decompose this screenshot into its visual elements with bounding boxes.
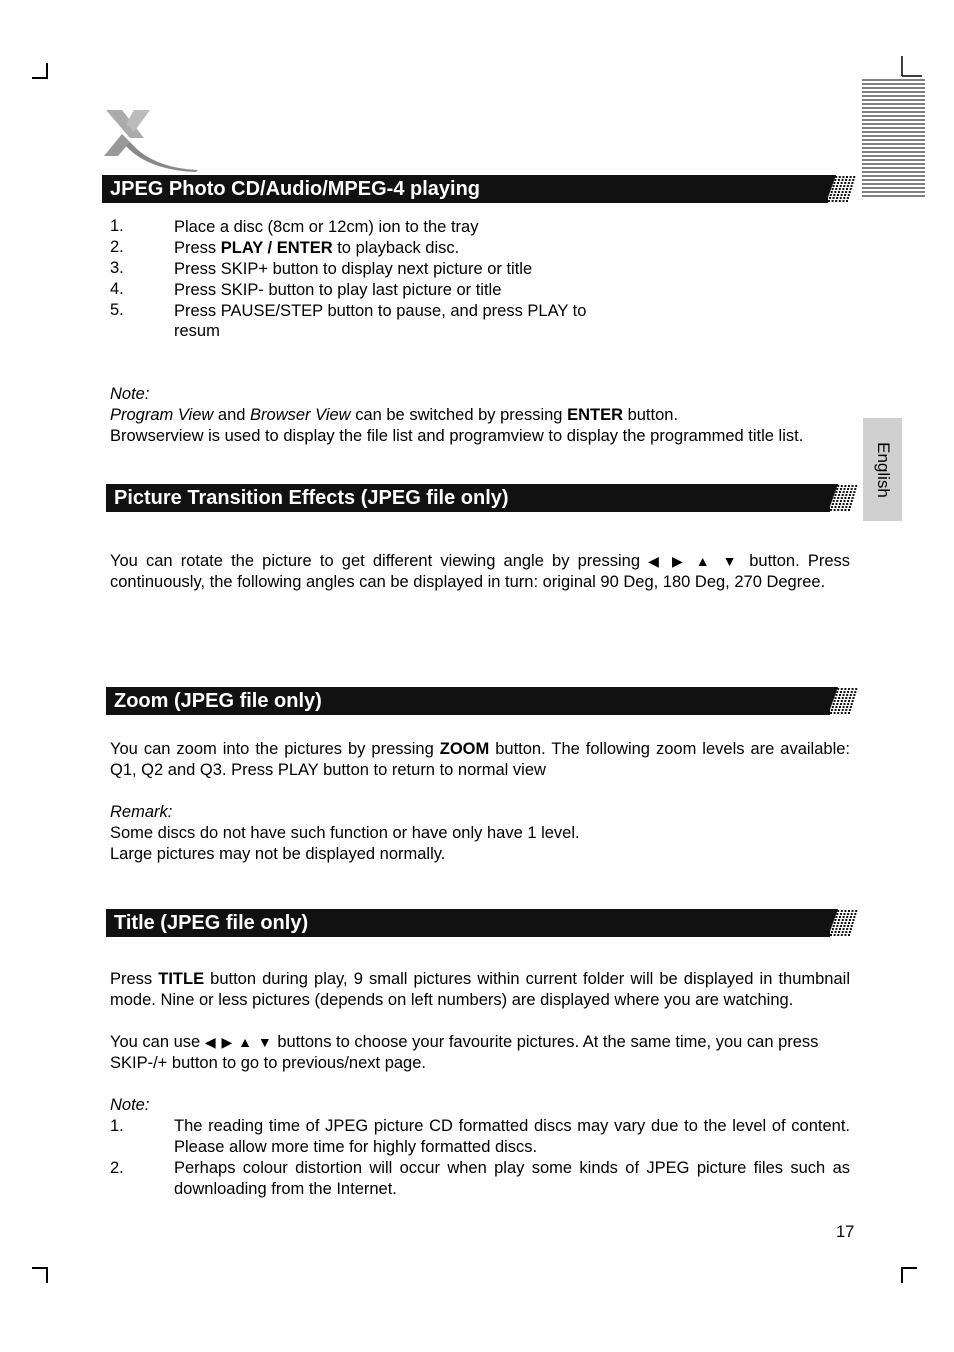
step-text: Press SKIP+ button to display next picture or title — [174, 260, 533, 278]
step-number: 4. — [110, 280, 124, 298]
arrow-keys-icon: ◀ ▶ ▲ ▼ — [648, 553, 742, 569]
step-text: Press SKIP- button to play last picture or title — [174, 281, 502, 299]
note-number: 2. — [110, 1159, 124, 1177]
section-heading-transition-effects — [106, 484, 830, 512]
step-number: 3. — [110, 259, 124, 277]
crop-mark-bottom-right — [901, 1267, 917, 1283]
step-number: 2. — [110, 238, 124, 256]
heading-hatch-decoration — [822, 175, 858, 203]
zoom-paragraph: You can zoom into the pictures by pressing ZOOM button. The following zoom levels are available: Q1, Q2 and Q3. Press PLAY button to return to normal view — [110, 740, 851, 779]
note-number: 1. — [110, 1117, 124, 1135]
step-text: Place a disc (8cm or 12cm) ion to the tray — [174, 218, 479, 236]
page-number: 17 — [836, 1223, 855, 1241]
header-stripes-graphic — [862, 56, 926, 200]
note-label: Note: — [110, 385, 150, 403]
note-browserview-text: Browserview is used to display the file list and programview to display the programmed title list. — [110, 427, 804, 445]
remark-label: Remark: — [110, 803, 173, 821]
note-text: The reading time of JPEG picture CD formatted discs may vary due to the level of content. Please allow more time for highly formatted discs. — [174, 1117, 850, 1156]
section-heading-title — [106, 909, 830, 937]
brand-logo — [100, 106, 200, 172]
title-paragraph: Press TITLE button during play, 9 small pictures within current folder will be displayed in thumbnail mode. Nine or less pictures (depends on left numbers) are displayed where you are watching. — [110, 970, 850, 1009]
arrow-keys-icon: ◀ ▶ ▲ ▼ — [204, 1034, 273, 1050]
remark-line: Some discs do not have such function or have only have 1 level. — [110, 824, 580, 842]
section-heading-text: JPEG Photo CD/Audio/MPEG-4 playing — [110, 178, 481, 200]
rotate-paragraph: You can rotate the picture to get different viewing angle by pressing ◀ ▶ ▲ ▼ button. Press continuously, the following angles can be displayed in turn: original 90 Deg, 180 Deg, 270 Degree. — [110, 552, 851, 591]
section-heading-zoom — [106, 687, 830, 715]
title-navigation-paragraph: You can use ◀ ▶ ▲ ▼ buttons to choose your favourite pictures. At the same time, you can press SKIP-/+ button to go to previous/next page. — [110, 1033, 819, 1072]
section-heading-text: Zoom (JPEG file only) — [114, 690, 322, 712]
note-view-switch: Program View and Browser View can be switched by pressing ENTER button. — [110, 406, 679, 424]
section-heading-text: Picture Transition Effects (JPEG file only) — [114, 487, 509, 509]
crop-mark-bottom-left — [32, 1267, 48, 1283]
heading-hatch-decoration — [824, 687, 860, 715]
heading-hatch-decoration — [824, 484, 860, 512]
heading-hatch-decoration — [824, 909, 860, 937]
section-heading-text: Title (JPEG file only) — [114, 912, 309, 934]
crop-mark-top-left — [32, 63, 48, 79]
step-number: 1. — [110, 217, 124, 235]
note-text: Perhaps colour distortion will occur when play some kinds of JPEG picture files such as downloading from the Internet. — [174, 1159, 850, 1198]
section-heading-jpeg-playing — [102, 175, 828, 203]
step-text-continued: resum — [174, 322, 220, 340]
step-text: Press PAUSE/STEP button to pause, and press PLAY to — [174, 302, 587, 320]
step-text: Press PLAY / ENTER to playback disc. — [174, 239, 460, 257]
step-number: 5. — [110, 301, 124, 319]
note-label: Note: — [110, 1096, 150, 1114]
language-tab-label: English — [873, 441, 893, 498]
remark-line: Large pictures may not be displayed normally. — [110, 845, 446, 863]
language-tab — [863, 418, 902, 521]
